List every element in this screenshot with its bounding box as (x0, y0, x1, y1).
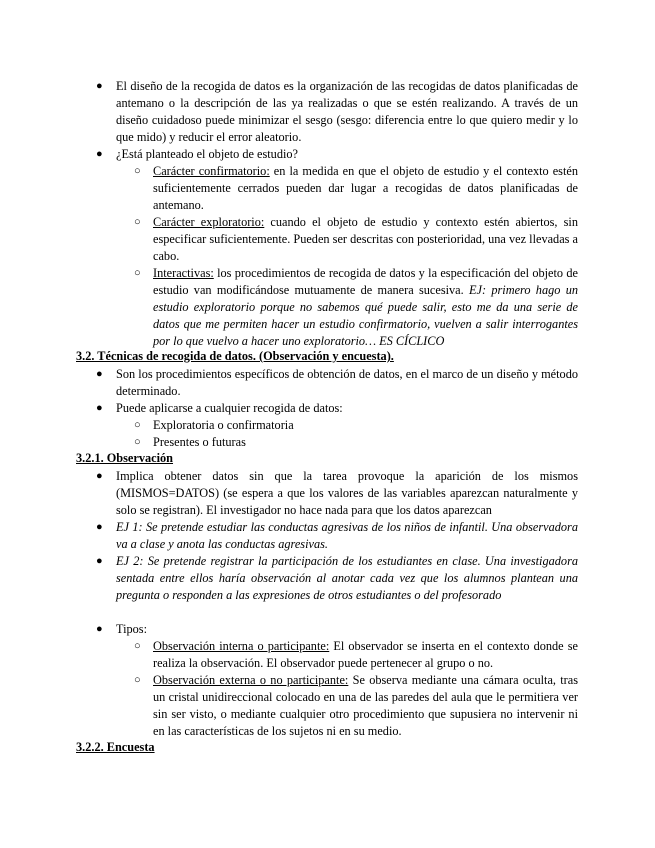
example-text: EJ 2: Se pretende registrar la participación de los estudiantes en clase. Una investigadora sentada entre ellos haría observación al anotar cada vez que los alumnos plantean una pregunta o responden a las expresiones de otros estudiantes o del profesorado (116, 554, 578, 602)
bullet-icon: ● (96, 368, 103, 380)
term-label: Observación interna o participante: (153, 639, 330, 653)
sub-list-item (134, 265, 578, 350)
paragraph-text: en la medida en que el objeto de estudio y el contexto estén suficientemente cerrados pueden dar lugar a recogidas de datos planificadas de antemano. (153, 164, 578, 212)
circle-bullet-icon: ○ (134, 436, 141, 448)
sub-list-item (134, 638, 578, 672)
paragraph-text: El diseño de la recogida de datos es la organización de las recogidas de datos planificadas de antemano o la descripción de las ya realizadas o que se estén realizando. A través de un diseño cuidadoso puede minimizar el sesgo (sesgo: diferencia entre lo que quiero medir y lo que mido) y reducir el error aleatorio. (116, 79, 578, 144)
term-label: Observación externa o no participante: (153, 673, 349, 687)
subsection-heading: 3.2.2. Encuesta (76, 740, 155, 754)
section-heading: 3.2. Técnicas de recogida de datos. (Observación y encuesta). (76, 349, 394, 363)
subsection-heading: 3.2.1. Observación (76, 451, 174, 465)
bullet-icon: ● (96, 470, 103, 482)
sub-list-item (134, 417, 578, 434)
list-item (96, 366, 578, 400)
sub-list-item (134, 163, 578, 214)
circle-bullet-icon: ○ (134, 674, 141, 686)
paragraph-text: los procedimientos de recogida de datos y la especificación del objeto de estudio van modificándose mutuamente de manera sucesiva. (153, 266, 578, 297)
paragraph-text: Se observa mediante una cámara oculta, tras un cristal unidireccional colocado en una de las paredes del aula que le permitiera ver sin ser visto, o mediante cualquier otro procedimiento que supusiera no intervenir ni en las características de los sujetos ni en su medio. (153, 673, 579, 738)
list-item (96, 519, 578, 553)
paragraph-text: Exploratoria o confirmatoria (153, 418, 294, 432)
bullet-icon: ● (96, 521, 103, 533)
sub-list-item (134, 434, 578, 451)
circle-bullet-icon: ○ (134, 640, 141, 652)
bullet-icon: ● (96, 555, 103, 567)
list-item (96, 400, 578, 417)
paragraph-text: ¿Está planteado el objeto de estudio? (116, 147, 298, 161)
paragraph-text: Son los procedimientos específicos de obtención de datos, en el marco de un diseño y método determinado. (116, 367, 578, 398)
paragraph-text: Implica obtener datos sin que la tarea provoque la aparición de los mismos (MISMOS=DATOS) (se espera a que los valores de las variables aparezcan naturalmente y solo se registran). El investigador no hace nada para que los datos aparezcan (116, 469, 578, 517)
paragraph-text: Tipos: (116, 622, 147, 636)
paragraph-text: El observador se inserta en el contexto donde se realiza la observación. El observador puede pertenecer al grupo o no. (153, 639, 578, 670)
term-label: Carácter exploratorio: (153, 215, 265, 229)
paragraph-text: Presentes o futuras (153, 435, 246, 449)
term-label: Interactivas: (153, 266, 214, 280)
bullet-icon: ● (96, 80, 103, 92)
bullet-icon: ● (96, 402, 103, 414)
list-item (96, 146, 578, 163)
bullet-icon: ● (96, 148, 103, 160)
list-item (96, 553, 578, 604)
sub-list-item (134, 672, 579, 740)
list-item (96, 621, 578, 638)
circle-bullet-icon: ○ (134, 216, 141, 228)
example-text: EJ 1: Se pretende estudiar las conductas agresivas de los niños de infantil. Una observadora va a clase y anota las conductas agresivas. (116, 520, 578, 551)
list-item (96, 78, 578, 146)
paragraph-text: cuando el objeto de estudio y contexto estén abiertos, sin especificar suficientemente. Pueden ser descritas con posterioridad, una vez llevadas a cabo. (153, 215, 578, 263)
sub-list-item (134, 214, 578, 265)
example-text: EJ: primero hago un estudio exploratorio porque no sabemos qué puede salir, esto me da una serie de datos que me permiten hacer un estudio confirmatorio, vuelven a salir interrogantes por lo que vuelvo a hacer uno exploratorio… ES CÍCLICO (153, 283, 578, 348)
circle-bullet-icon: ○ (134, 419, 141, 431)
bullet-icon: ● (96, 623, 103, 635)
circle-bullet-icon: ○ (134, 267, 141, 279)
term-label: Carácter confirmatorio: (153, 164, 270, 178)
circle-bullet-icon: ○ (134, 165, 141, 177)
paragraph-text: Puede aplicarse a cualquier recogida de datos: (116, 401, 343, 415)
list-item (96, 468, 578, 519)
